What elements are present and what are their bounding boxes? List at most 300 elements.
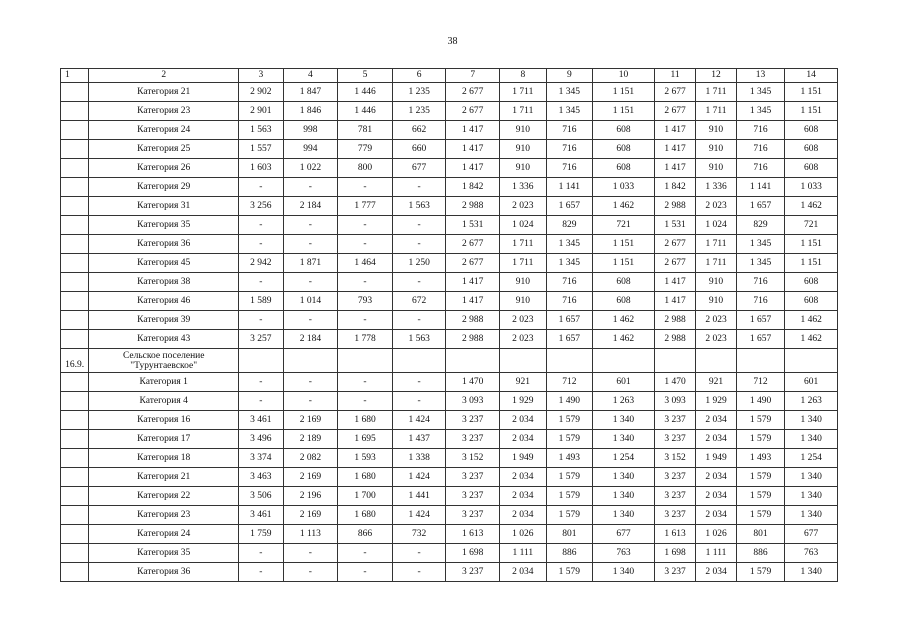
value-cell: 2 988 [654,197,695,216]
value-cell: 801 [736,525,785,544]
value-cell: 1 579 [736,487,785,506]
row-number-cell [61,468,89,487]
value-cell: 2 677 [654,83,695,102]
value-cell: - [239,392,284,411]
value-cell: 2 023 [696,330,736,349]
value-cell: 1 680 [338,506,393,525]
value-cell: 1 151 [593,235,655,254]
column-header-7: 7 [446,69,500,83]
value-cell: 1 151 [593,83,655,102]
value-cell: 1 437 [392,430,446,449]
value-cell: - [283,235,338,254]
value-cell: - [392,178,446,197]
value-cell: 1 340 [785,506,838,525]
row-number-cell [61,487,89,506]
value-cell: 1 579 [736,468,785,487]
value-cell: 608 [785,121,838,140]
value-cell: 1 417 [446,292,500,311]
value-cell: - [283,311,338,330]
value-cell: 1 847 [283,83,338,102]
value-cell: - [338,216,393,235]
value-cell: 910 [696,140,736,159]
value-cell: 1 340 [593,563,655,582]
value-cell: - [239,273,284,292]
value-cell: 1 340 [593,468,655,487]
row-name-cell: Категория 36 [89,235,239,254]
column-header-10: 10 [593,69,655,83]
value-cell: 1 113 [283,525,338,544]
value-cell: 3 237 [446,506,500,525]
value-cell: 994 [283,140,338,159]
value-cell: 1 345 [546,83,593,102]
row-name-cell: Категория 25 [89,140,239,159]
value-cell: 1 441 [392,487,446,506]
row-number-cell [61,254,89,273]
value-cell: 716 [736,140,785,159]
row-name-cell: Категория 35 [89,216,239,235]
value-cell: 998 [283,121,338,140]
row-number-cell [61,373,89,392]
value-cell: 716 [546,159,593,178]
value-cell: 3 237 [446,563,500,582]
table-row [61,121,838,140]
value-cell: 2 023 [500,311,547,330]
value-cell: 800 [338,159,393,178]
value-cell: 716 [546,121,593,140]
value-cell: 3 374 [239,449,284,468]
value-cell: - [392,216,446,235]
value-cell: 1 263 [593,392,655,411]
row-number-cell [61,506,89,525]
value-cell [546,349,593,373]
value-cell: 2 942 [239,254,284,273]
value-cell: 1 657 [736,197,785,216]
table-row [61,197,838,216]
column-header-4: 4 [283,69,338,83]
value-cell: 716 [546,140,593,159]
value-cell: 1 579 [546,563,593,582]
value-cell: 1 657 [546,330,593,349]
value-cell: - [338,563,393,582]
value-cell: 716 [736,159,785,178]
column-header-9: 9 [546,69,593,83]
value-cell: 721 [593,216,655,235]
value-cell: - [338,178,393,197]
table-body [61,83,838,582]
value-cell: 721 [785,216,838,235]
row-name-cell: Категория 23 [89,102,239,121]
value-cell: 3 237 [446,430,500,449]
value-cell: 1 340 [593,430,655,449]
column-header-2: 2 [89,69,239,83]
value-cell: - [392,235,446,254]
row-name-cell: Категория 16 [89,411,239,430]
value-cell: 1 759 [239,525,284,544]
value-cell: 608 [593,140,655,159]
value-cell: 910 [500,292,547,311]
value-cell: 1 949 [696,449,736,468]
value-cell: 608 [785,140,838,159]
column-header-8: 8 [500,69,547,83]
value-cell: 1 579 [736,563,785,582]
value-cell: 1 929 [696,392,736,411]
value-cell: 1 695 [338,430,393,449]
value-cell: 1 345 [736,102,785,121]
value-cell: 1 446 [338,83,393,102]
row-name-cell: Категория 18 [89,449,239,468]
value-cell: 601 [593,373,655,392]
value-cell: 1 345 [546,254,593,273]
value-cell: 1 700 [338,487,393,506]
value-cell: - [239,373,284,392]
value-cell [654,349,695,373]
value-cell: - [338,235,393,254]
value-cell: 1 338 [392,449,446,468]
value-cell: 1 579 [736,411,785,430]
section-row [61,349,838,373]
table-row [61,254,838,273]
value-cell: 2 034 [696,487,736,506]
value-cell: 716 [736,292,785,311]
value-cell: 1 929 [500,392,547,411]
page-number: 38 [447,36,458,47]
column-header-13: 13 [736,69,785,83]
value-cell: 608 [785,159,838,178]
value-cell: 716 [546,273,593,292]
value-cell: 3 237 [654,506,695,525]
table-row [61,411,838,430]
value-cell: 1 033 [785,178,838,197]
row-number-cell [61,563,89,582]
value-cell: 1 462 [593,197,655,216]
value-cell: 2 034 [696,506,736,525]
value-cell: 677 [593,525,655,544]
value-cell: 1 151 [785,83,838,102]
value-cell: 2 034 [500,563,547,582]
value-cell: 672 [392,292,446,311]
value-cell: 763 [593,544,655,563]
value-cell: 1 340 [593,506,655,525]
value-cell: - [392,563,446,582]
value-cell: - [239,235,284,254]
value-cell: 829 [546,216,593,235]
value-cell: 1 698 [446,544,500,563]
value-cell: 1 026 [696,525,736,544]
value-cell: - [283,273,338,292]
value-cell [239,349,284,373]
value-cell: 1 579 [546,430,593,449]
table-row [61,563,838,582]
value-cell: 2 034 [500,468,547,487]
value-cell: 1 151 [785,235,838,254]
value-cell: 2 169 [283,468,338,487]
value-cell [500,349,547,373]
row-name-cell: Категория 17 [89,430,239,449]
value-cell: 3 461 [239,506,284,525]
value-cell: 2 034 [696,430,736,449]
value-cell: 1 493 [736,449,785,468]
value-cell [283,349,338,373]
value-cell: 2 034 [500,487,547,506]
value-cell: 2 034 [500,506,547,525]
value-cell: 866 [338,525,393,544]
value-cell: 1 417 [654,140,695,159]
value-cell: - [283,392,338,411]
row-name-cell: Категория 24 [89,525,239,544]
table-row [61,525,838,544]
value-cell: 1 462 [785,197,838,216]
value-cell: 1 462 [785,330,838,349]
value-cell: 2 023 [696,197,736,216]
value-cell: 1 711 [500,102,547,121]
value-cell [392,349,446,373]
value-cell: 608 [593,121,655,140]
row-name-cell: Категория 29 [89,178,239,197]
value-cell: 2 023 [696,311,736,330]
value-cell: 2 988 [446,197,500,216]
value-cell: 781 [338,121,393,140]
row-number-cell [61,216,89,235]
value-cell: 2 169 [283,411,338,430]
value-cell: 1 024 [696,216,736,235]
value-cell: 608 [593,159,655,178]
row-name-cell: Категория 45 [89,254,239,273]
value-cell: 1 711 [696,83,736,102]
row-number-cell [61,311,89,330]
value-cell: 1 345 [736,235,785,254]
row-name-cell: Категория 31 [89,197,239,216]
table-row [61,373,838,392]
table-row [61,83,838,102]
value-cell: 1 711 [696,254,736,273]
value-cell: 2 988 [654,311,695,330]
value-cell: - [338,392,393,411]
row-number-cell [61,197,89,216]
row-number-cell [61,525,89,544]
value-cell [696,349,736,373]
value-cell: 3 461 [239,411,284,430]
value-cell: 2 184 [283,330,338,349]
value-cell: 1 579 [546,468,593,487]
value-cell: 2 082 [283,449,338,468]
row-number-cell [61,159,89,178]
value-cell: 829 [736,216,785,235]
value-cell: 1 254 [593,449,655,468]
value-cell: 910 [696,159,736,178]
value-cell: 1 417 [654,121,695,140]
value-cell: - [283,563,338,582]
tariff-table [60,68,838,582]
value-cell: 1 417 [446,121,500,140]
table-row [61,330,838,349]
row-number-cell [61,140,89,159]
value-cell: 910 [500,140,547,159]
value-cell: 1 340 [785,411,838,430]
value-cell: 1 424 [392,411,446,430]
value-cell: 1 345 [546,102,593,121]
value-cell: 1 563 [392,197,446,216]
value-cell: - [239,216,284,235]
value-cell: 1 340 [593,411,655,430]
row-number-cell [61,292,89,311]
value-cell: 2 677 [654,235,695,254]
value-cell: 2 988 [446,311,500,330]
value-cell: 1 579 [736,506,785,525]
row-name-cell: Категория 46 [89,292,239,311]
value-cell: 716 [546,292,593,311]
value-cell: 3 237 [446,487,500,506]
row-number-cell [61,392,89,411]
value-cell: 1 711 [500,83,547,102]
value-cell: 1 446 [338,102,393,121]
table-row [61,178,838,197]
value-cell: 1 345 [736,83,785,102]
value-cell: 1 024 [500,216,547,235]
value-cell: 1 613 [446,525,500,544]
value-cell: 1 871 [283,254,338,273]
value-cell: - [239,178,284,197]
value-cell: 1 340 [785,487,838,506]
value-cell: - [392,273,446,292]
table-row [61,544,838,563]
value-cell: 2 677 [654,254,695,273]
value-cell: - [338,311,393,330]
value-cell: 3 152 [446,449,500,468]
row-name-cell: Категория 35 [89,544,239,563]
value-cell: 1 579 [546,506,593,525]
value-cell: 2 677 [446,102,500,121]
value-cell: 1 680 [338,468,393,487]
value-cell: 1 657 [736,311,785,330]
value-cell: 1 462 [593,330,655,349]
row-name-cell: Категория 43 [89,330,239,349]
table-row [61,506,838,525]
value-cell: 1 680 [338,411,393,430]
value-cell: 608 [593,273,655,292]
value-cell: - [392,392,446,411]
value-cell: 1 603 [239,159,284,178]
value-cell: 601 [785,373,838,392]
table-row [61,487,838,506]
value-cell: 1 842 [654,178,695,197]
value-cell: 910 [500,121,547,140]
value-cell: 2 023 [500,330,547,349]
column-header-14: 14 [785,69,838,83]
table-row [61,392,838,411]
value-cell: 3 093 [654,392,695,411]
value-cell: 1 698 [654,544,695,563]
row-name-cell: Категория 23 [89,506,239,525]
row-number-cell [61,273,89,292]
value-cell: 1 593 [338,449,393,468]
value-cell: 732 [392,525,446,544]
value-cell: 3 093 [446,392,500,411]
row-name-cell: Сельское поселение "Турунтаевское" [89,349,239,373]
row-name-cell: Категория 39 [89,311,239,330]
value-cell: - [283,216,338,235]
value-cell: 1 579 [546,411,593,430]
value-cell: 779 [338,140,393,159]
value-cell: 1 336 [696,178,736,197]
value-cell: 1 842 [446,178,500,197]
value-cell: - [239,544,284,563]
value-cell: 3 237 [654,411,695,430]
value-cell: 1 417 [446,273,500,292]
value-cell: 2 184 [283,197,338,216]
table-row [61,273,838,292]
value-cell: 910 [500,273,547,292]
row-name-cell: Категория 38 [89,273,239,292]
value-cell: 1 340 [785,468,838,487]
value-cell: 677 [785,525,838,544]
value-cell: 1 250 [392,254,446,273]
row-name-cell: Категория 22 [89,487,239,506]
value-cell: 1 340 [785,430,838,449]
value-cell: 1 657 [736,330,785,349]
value-cell: - [392,311,446,330]
value-cell [446,349,500,373]
value-cell: 2 902 [239,83,284,102]
value-cell: 1 417 [654,159,695,178]
row-name-cell: Категория 21 [89,468,239,487]
value-cell: 1 711 [696,102,736,121]
value-cell: 1 846 [283,102,338,121]
value-cell: 3 257 [239,330,284,349]
value-cell: 1 462 [785,311,838,330]
value-cell: 910 [696,273,736,292]
value-cell: 1 563 [239,121,284,140]
value-cell: 1 493 [546,449,593,468]
value-cell: 763 [785,544,838,563]
value-cell: 1 263 [785,392,838,411]
value-cell: 3 506 [239,487,284,506]
table-row [61,216,838,235]
value-cell: 1 777 [338,197,393,216]
value-cell: - [239,311,284,330]
row-name-cell: Категория 4 [89,392,239,411]
row-number-cell [61,430,89,449]
value-cell: 1 151 [785,102,838,121]
value-cell: 1 470 [654,373,695,392]
value-cell: 3 237 [654,563,695,582]
value-cell: 608 [593,292,655,311]
table-row [61,140,838,159]
value-cell: 3 237 [446,468,500,487]
value-cell: 1 464 [338,254,393,273]
value-cell: 3 496 [239,430,284,449]
value-cell: 1 424 [392,506,446,525]
column-header-1: 1 [61,69,89,83]
row-number-cell [61,411,89,430]
value-cell [785,349,838,373]
value-cell: - [283,373,338,392]
column-header-6: 6 [392,69,446,83]
value-cell: 3 237 [654,487,695,506]
row-name-cell: Категория 24 [89,121,239,140]
table-row [61,430,838,449]
value-cell: - [239,563,284,582]
value-cell: 1 022 [283,159,338,178]
column-header-11: 11 [654,69,695,83]
value-cell: 1 254 [785,449,838,468]
value-cell: 712 [736,373,785,392]
value-cell: 1 235 [392,102,446,121]
value-cell: 2 189 [283,430,338,449]
value-cell: 1 417 [654,292,695,311]
row-number-cell: 16.9. [61,349,89,373]
value-cell: 2 034 [696,468,736,487]
value-cell: - [338,544,393,563]
